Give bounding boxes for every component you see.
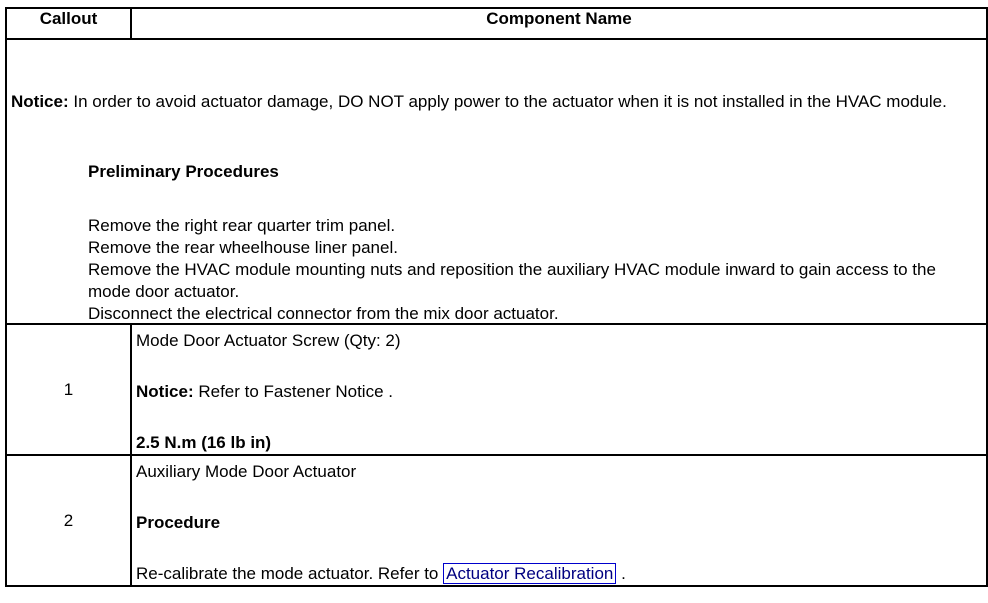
procedure-label: Procedure: [136, 513, 221, 532]
notice-text: In order to avoid actuator damage, DO NOT apply power to the actuator when it is not installed in the HVAC module.: [68, 92, 947, 111]
preliminary-step: Remove the rear wheelhouse liner panel.: [88, 238, 398, 257]
component-name: Mode Door Actuator Screw (Qty: 2): [136, 331, 401, 350]
preliminary-cell: [6, 39, 987, 324]
notice-label: Notice:: [11, 92, 69, 111]
preliminary-step: Remove the right rear quarter trim panel.: [88, 216, 396, 235]
notice-text: Refer to Fastener Notice .: [193, 382, 393, 401]
callout-number: 2: [6, 455, 131, 586]
callout-number: 1: [6, 324, 131, 455]
preliminary-step: Remove the HVAC module mounting nuts and reposition the auxiliary HVAC module inward to gain access to the mode door actuator.: [88, 260, 936, 301]
torque-spec: 2.5 N.m (16 lb in): [136, 433, 272, 452]
preliminary-row: [6, 39, 987, 324]
actuator-notice: [11, 91, 951, 113]
procedure-tail: .: [616, 564, 626, 583]
table-row: [6, 324, 987, 455]
procedure-text: [136, 564, 626, 584]
preliminary-step: Disconnect the electrical connector from the mix door actuator.: [88, 304, 559, 323]
preliminary-procedures-title: Preliminary Procedures: [88, 162, 279, 181]
callout-table: [5, 7, 988, 587]
preliminary-steps: [88, 215, 948, 325]
fastener-notice: [136, 382, 393, 402]
actuator-recalibration-link[interactable]: Actuator Recalibration: [443, 563, 616, 584]
notice-label: Notice:: [136, 382, 194, 401]
component-name: Auxiliary Mode Door Actuator: [136, 462, 357, 481]
procedure-body: Re-calibrate the mode actuator. Refer to: [136, 564, 444, 583]
component-name-header: Component Name: [131, 8, 987, 39]
table-row: [6, 455, 987, 586]
component-cell: [131, 324, 987, 455]
header-row: [6, 8, 987, 39]
callout-header: Callout: [6, 8, 131, 39]
component-cell: [131, 455, 987, 586]
